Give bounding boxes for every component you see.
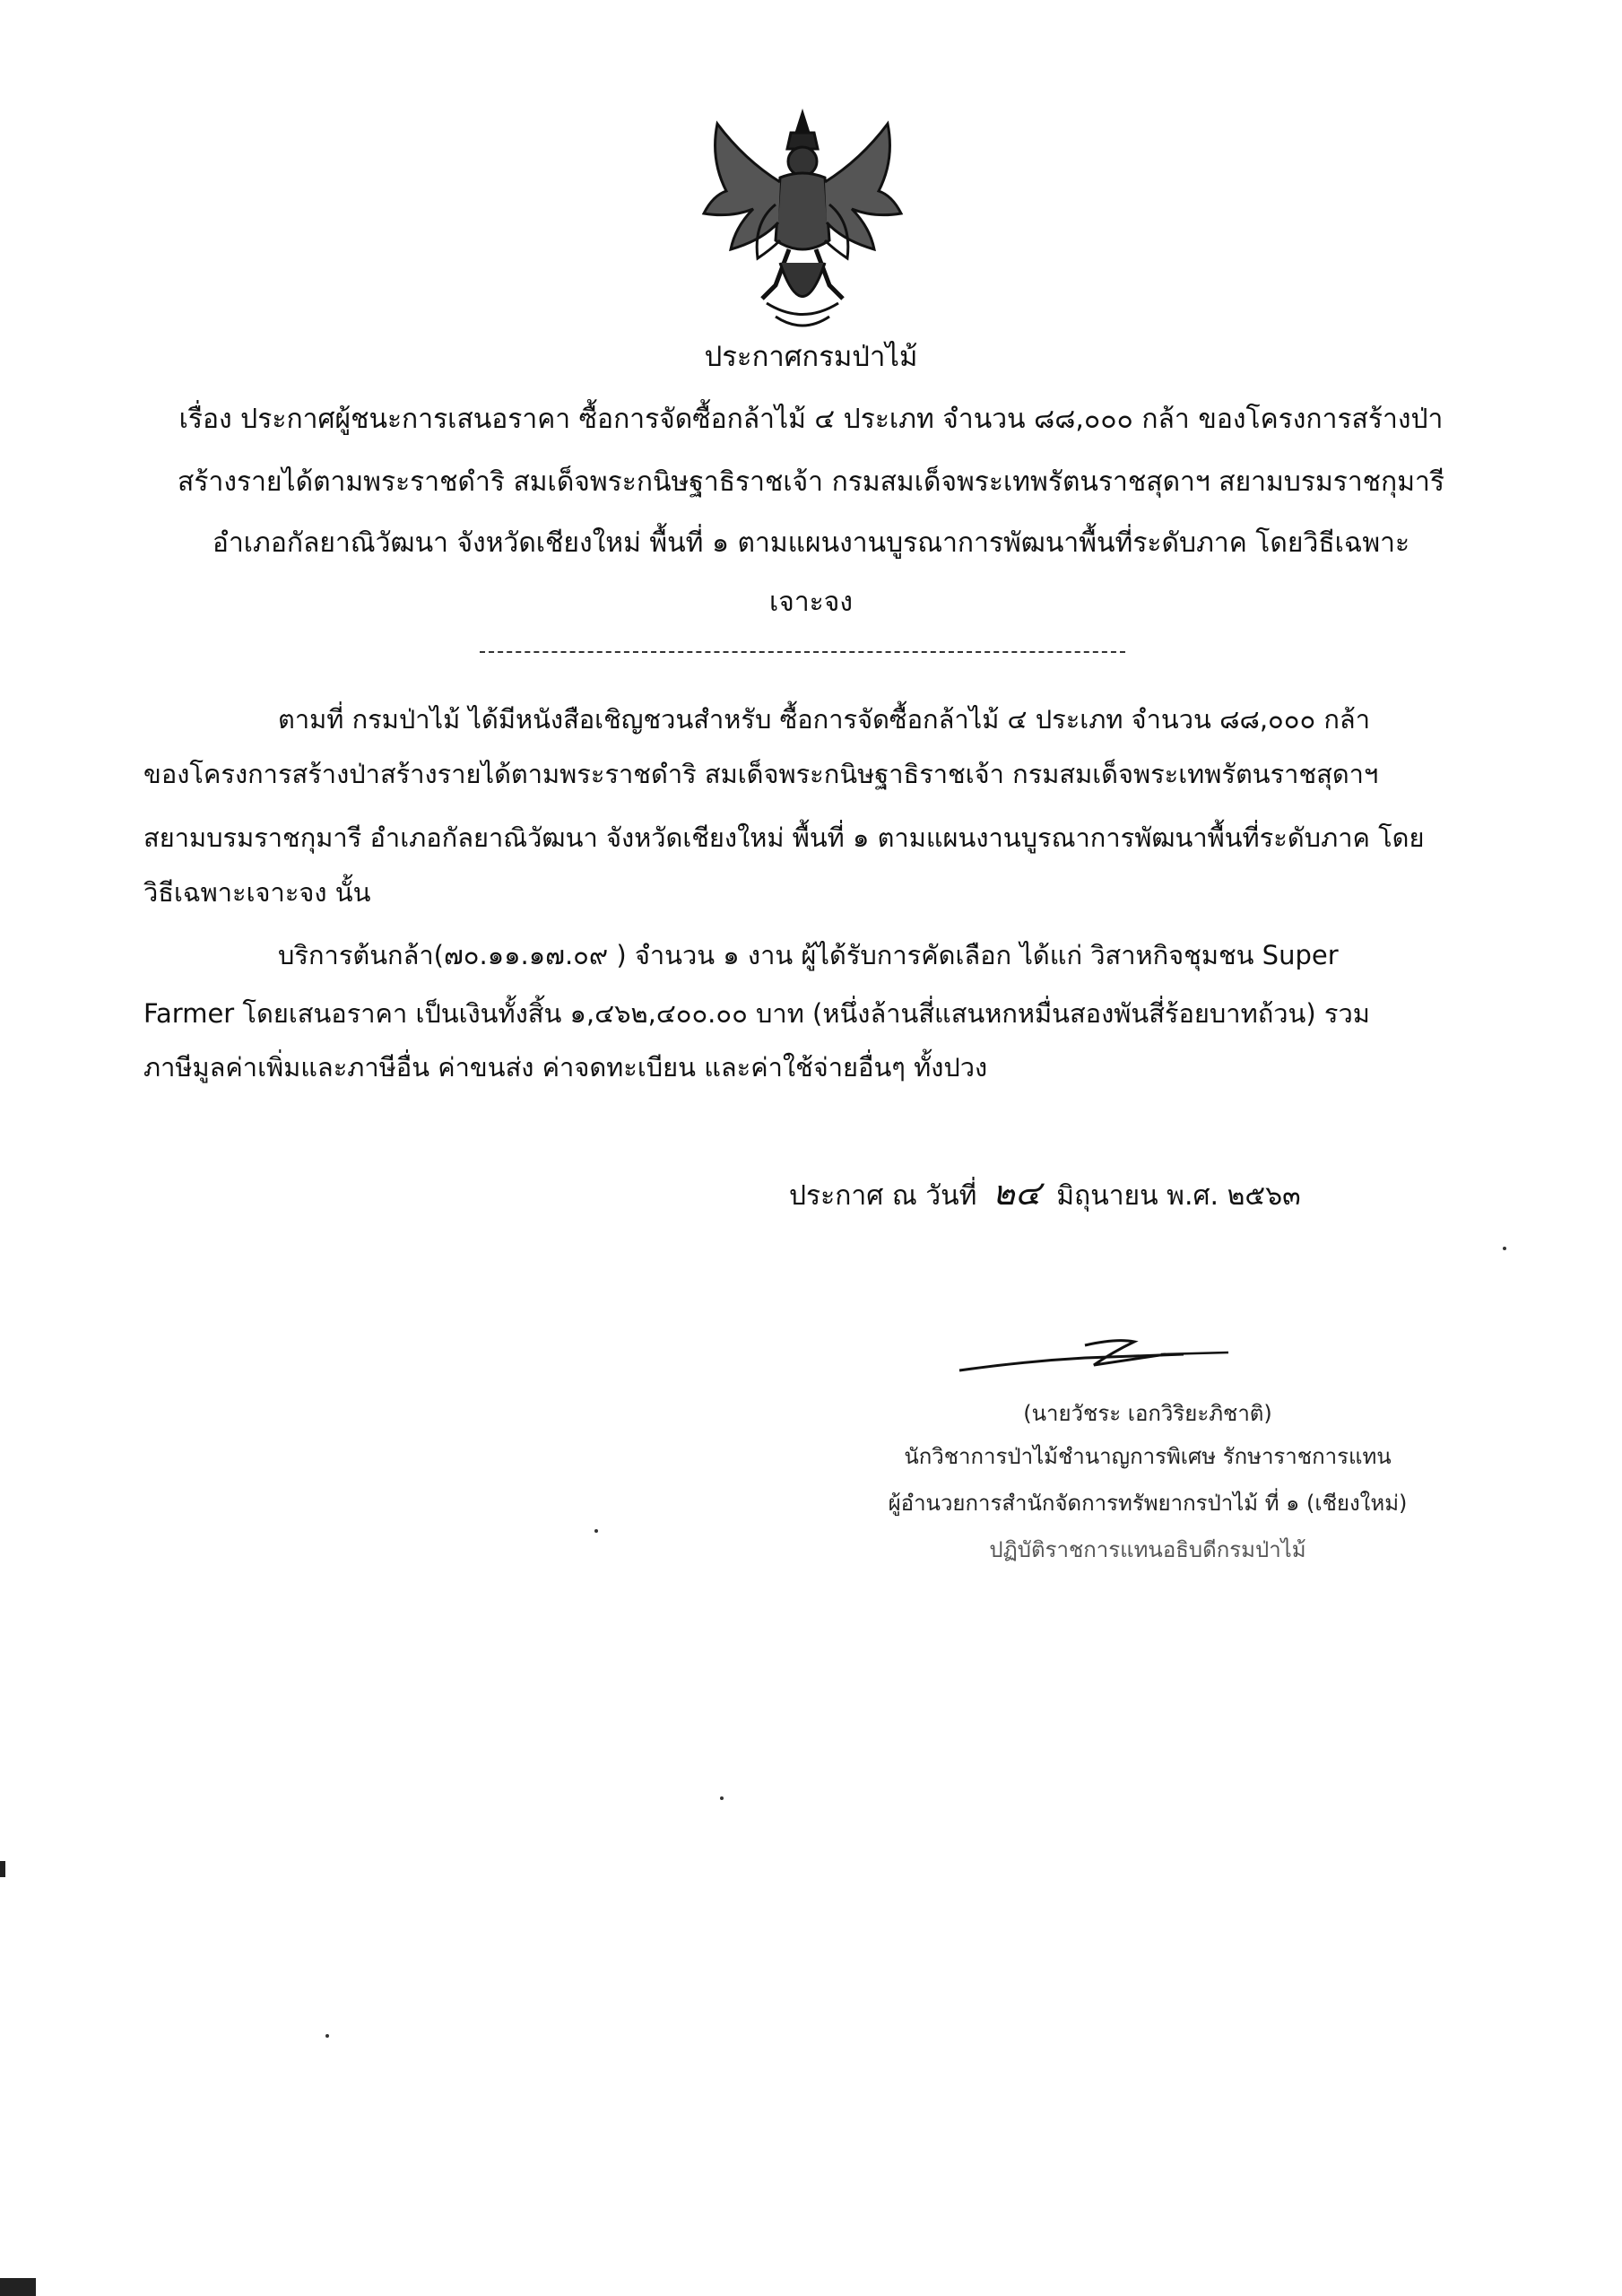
paragraph-line: วิธีเฉพาะเจาะจง นั้น [143, 877, 371, 908]
scan-edge-mark [0, 1861, 5, 1877]
paragraph-line: บริการต้นกล้า(๗๐.๑๑.๑๗.๐๙ ) จำนวน ๑ งาน ผู้ได้รับการคัดเลือก ได้แก่ วิสาหกิจชุมชน Super [278, 940, 1339, 970]
scan-speck [325, 2034, 329, 2038]
scan-speck [720, 1796, 724, 1800]
subject-line: เจาะจง [768, 587, 854, 618]
paragraph-line: ของโครงการสร้างป่าสร้างรายได้ตามพระราชดำริ สมเด็จพระกนิษฐาธิราชเจ้า กรมสมเด็จพระเทพรัตนราชสุดาฯ [143, 759, 1379, 789]
signatory-name: (นายวัชระ เอกวิริยะภิชาติ) [1023, 1401, 1272, 1426]
signatory-position: นักวิชาการป่าไม้ชำนาญการพิเศษ รักษาราชการแทน [904, 1444, 1392, 1469]
scan-speck [594, 1529, 598, 1533]
announcement-day: ๒๔ [992, 1173, 1041, 1213]
document-title: ประกาศกรมป่าไม้ [704, 341, 918, 373]
subject-line: อำเภอกัลยาณิวัฒนา จังหวัดเชียงใหม่ พื้นที่ ๑ ตามแผนงานบูรณาการพัฒนาพื้นที่ระดับภาค โดยวิธีเฉพาะ [212, 527, 1410, 559]
announcement-month-year: มิถุนายน พ.ศ. ๒๕๖๓ [1056, 1180, 1301, 1212]
scan-edge-mark [0, 2278, 36, 2296]
paragraph-line: Farmer โดยเสนอราคา เป็นเงินทั้งสิ้น ๑,๔๖๒,๔๐๐.๐๐ บาท (หนึ่งล้านสี่แสนหกหมื่นสองพันสี่ร้อยบาทถ้วน) รวม [143, 998, 1370, 1029]
paragraph-line: ตามที่ กรมป่าไม้ ได้มีหนังสือเชิญชวนสำหรับ ซื้อการจัดซื้อกล้าไม้ ๔ ประเภท จำนวน ๘๘,๐๐๐ กล้า [278, 704, 1370, 735]
separator-line [480, 651, 1125, 653]
signature-icon [950, 1318, 1237, 1381]
paragraph-line: สยามบรมราชกุมารี อำเภอกัลยาณิวัฒนา จังหวัดเชียงใหม่ พื้นที่ ๑ ตามแผนงานบูรณาการพัฒนาพื้นที่ระดับภาค โดย [143, 822, 1425, 853]
subject-line: เรื่อง ประกาศผู้ชนะการเสนอราคา ซื้อการจัดซื้อกล้าไม้ ๔ ประเภท จำนวน ๘๘,๐๐๐ กล้า ของโครงการสร้างป่า [178, 404, 1444, 435]
scan-speck [1503, 1247, 1506, 1250]
garuda-emblem-icon [690, 106, 915, 339]
subject-line: สร้างรายได้ตามพระราชดำริ สมเด็จพระกนิษฐาธิราชเจ้า กรมสมเด็จพระเทพรัตนราชสุดาฯ สยามบรมราชกุมารี [178, 466, 1444, 498]
signatory-office: ผู้อำนวยการสำนักจัดการทรัพยากรป่าไม้ ที่ ๑ (เชียงใหม่) [888, 1491, 1408, 1516]
paragraph-line: ภาษีมูลค่าเพิ่มและภาษีอื่น ค่าขนส่ง ค่าจดทะเบียน และค่าใช้จ่ายอื่นๆ ทั้งปวง [143, 1052, 988, 1083]
signatory-acting: ปฏิบัติราชการแทนอธิบดีกรมป่าไม้ [989, 1537, 1306, 1562]
announcement-date [789, 1175, 1301, 1214]
announcement-prefix: ประกาศ ณ วันที่ [789, 1180, 977, 1212]
